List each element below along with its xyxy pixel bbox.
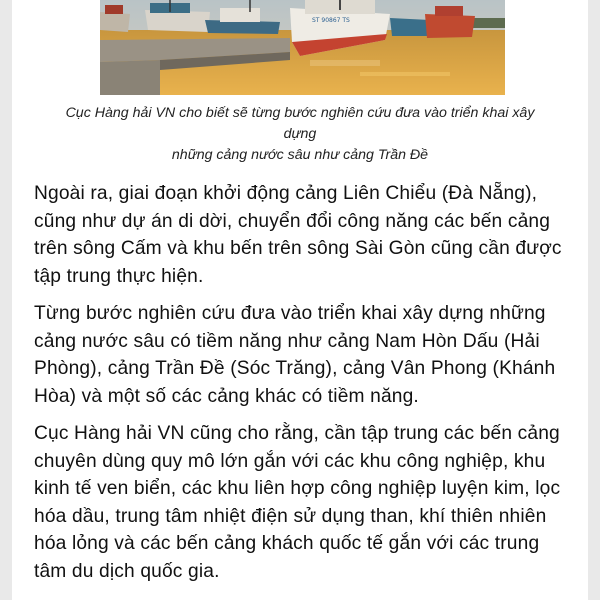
article-page — [12, 0, 588, 600]
text-line: chuyên dùng quy mô lớn gắn với các khu công nghiệp, khu — [34, 450, 546, 472]
svg-text:ST 90867 TS: ST 90867 TS — [312, 17, 350, 24]
text-line: Cục Hàng hải VN cũng cho rằng, cần tập trung các bến cảng — [34, 423, 560, 444]
text-line: tập trung thực hiện. — [34, 265, 204, 287]
text-line: Ngoài ra, giai đoạn khởi động cảng Liên Chiểu (Đà Nẵng), — [34, 183, 538, 204]
text-line: hóa lỏng và các bến cảng khách quốc tế gắn với các trung — [34, 533, 540, 554]
text-line: Phòng), cảng Trần Đề (Sóc Trăng), cảng Vân Phong (Khánh — [34, 358, 556, 379]
text-line: kinh tế ven biển, các khu liên hợp công nghiệp luyện kim, lọc — [34, 478, 561, 499]
harbor-photo — [100, 0, 505, 95]
image-caption — [24, 103, 576, 166]
text-line: trên sông Cấm và khu bến trên sông Sài Gòn cũng cần được — [34, 238, 562, 259]
caption-line-3: những cảng nước sâu như cảng Trần Đề — [171, 147, 429, 163]
text-line: Từng bước nghiên cứu đưa vào triển khai xây dựng những — [34, 303, 546, 324]
text-line: hóa dầu, trung tâm nhiệt điện sử dụng than, khí thiên nhiên — [34, 505, 547, 527]
paragraph-3 — [34, 420, 574, 585]
text-line: cảng nước sâu có tiềm năng như cảng Nam Hòn Dấu (Hải — [34, 330, 540, 352]
paragraph-2 — [34, 300, 574, 410]
article-body — [34, 180, 574, 595]
caption-line-1: Cục Hàng hải VN cho biết sẽ từng bước nghiên cứu đưa vào triển khai xây — [65, 105, 535, 121]
text-line: Hòa) và một số các cảng khác có tiềm năng. — [34, 385, 419, 407]
text-line: tâm du dịch quốc gia. — [34, 560, 220, 582]
paragraph-1 — [34, 180, 574, 290]
caption-line-2: dựng — [283, 126, 317, 142]
text-line: cũng như dự án di dời, chuyển đổi công năng các bến cảng — [34, 210, 551, 232]
